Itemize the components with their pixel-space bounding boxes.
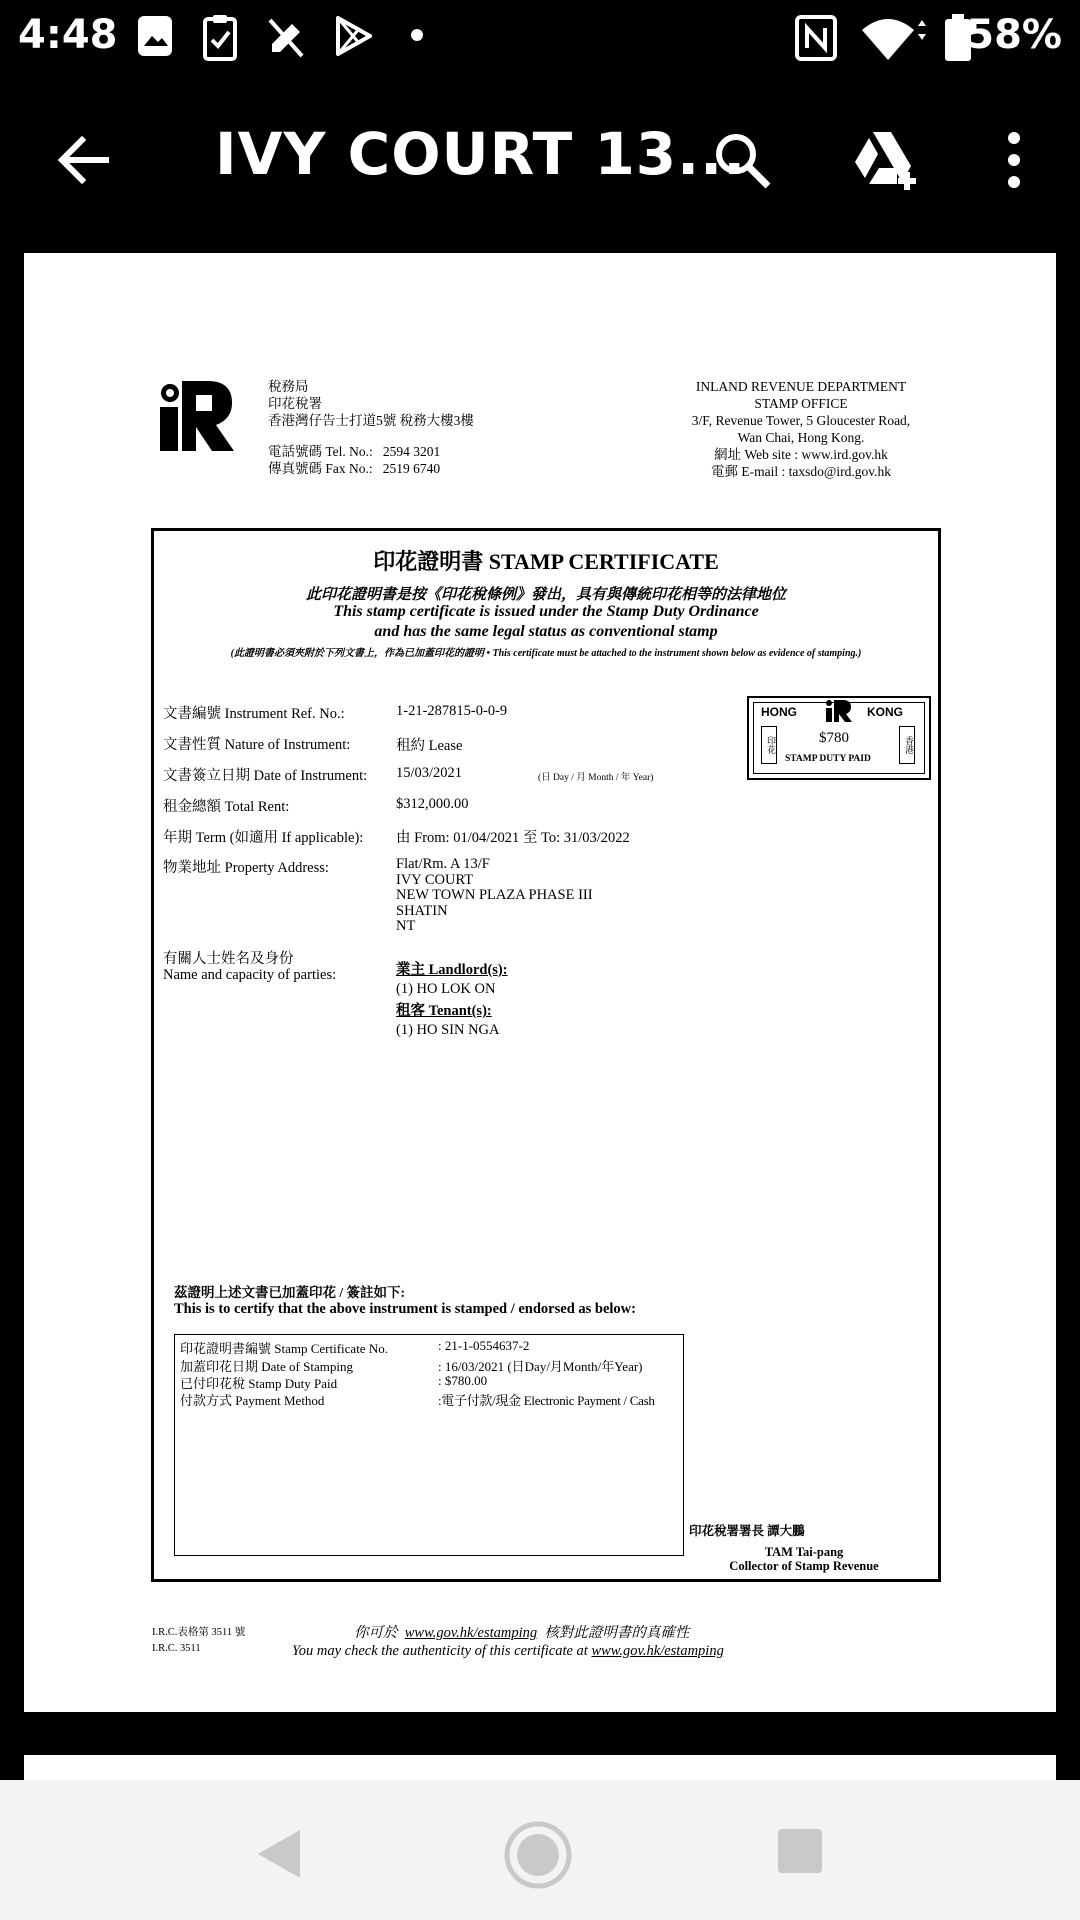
clipboard-check-icon <box>202 14 238 62</box>
certify-en: This is to certify that the above instrument is stamped / endorsed as below: <box>174 1301 636 1317</box>
stamp-row-value: :電子付款/現金 Electronic Payment / Cash <box>438 1393 655 1408</box>
nav-home-icon <box>503 1820 573 1890</box>
nfc-icon <box>794 14 838 62</box>
office-name-zh: 印花稅署 <box>268 396 322 411</box>
tel-number: 2594 3201 <box>382 444 441 459</box>
cert-subtitle-en-2: and has the same legal status as conventional stamp <box>374 623 718 640</box>
stamp-row-value: : 21-1-0554637-2 <box>438 1338 530 1353</box>
parties-label-zh: 有關人士姓名及身份 <box>163 951 294 967</box>
field-value: 租約 Lease <box>396 738 463 754</box>
play-store-icon <box>334 14 374 60</box>
property-address <box>396 857 593 935</box>
landlord-name: (1) HO LOK ON <box>396 981 496 997</box>
gallery-icon <box>136 14 174 60</box>
address-zh: 香港灣仔告士打道5號 稅務大樓3樓 <box>268 413 474 428</box>
field-label: 租金總額 Total Rent: <box>163 799 290 815</box>
cert-title: 印花證明書 STAMP CERTIFICATE <box>373 549 719 574</box>
address-line: SHATIN <box>396 902 448 919</box>
stamp-row-label: 已付印花稅 Stamp Duty Paid <box>180 1376 338 1391</box>
tenant-name: (1) HO SIN NGA <box>396 1022 500 1038</box>
stamp-row-label: 印花證明書編號 Stamp Certificate No. <box>180 1341 388 1356</box>
add-to-drive-button[interactable] <box>846 120 926 200</box>
date-format-hint: (日 Day / 月 Month / 年 Year) <box>538 773 654 783</box>
nav-back-icon <box>248 1824 308 1884</box>
app-bar <box>0 80 1080 230</box>
certify-zh: 茲證明上述文書已加蓋印花 / 簽註如下: <box>174 1285 405 1300</box>
stamp-row-label: 付款方式 Payment Method <box>180 1393 325 1408</box>
battery-percent: 58% <box>966 12 1062 58</box>
more-vert-icon <box>1004 130 1024 190</box>
verify-text-zh-2: 核對此證明書的真確性 <box>544 1625 690 1641</box>
cert-note: (此證明書必須夾附於下列文書上，作為已加蓋印花的證明 • This certificate must be attached to the instrument shown below as evidence of stamping.) <box>230 648 862 659</box>
header-right <box>686 378 916 480</box>
status-time: 4:48 <box>18 12 118 58</box>
seal-kong: KONG <box>867 705 903 719</box>
collector-name-en: TAM Tai-pang <box>764 1545 844 1559</box>
address-line: Flat/Rm. A 13/F <box>396 856 490 872</box>
drive-add-icon <box>851 128 921 192</box>
ird-logo-icon <box>156 379 236 455</box>
stamp-row-value: : 16/03/2021 (日Day/月Month/年Year) <box>438 1359 643 1374</box>
search-button[interactable] <box>702 120 782 200</box>
verify-line-zh <box>354 1621 689 1642</box>
field-label: 物業地址 Property Address: <box>163 860 329 876</box>
wifi-icon <box>860 14 926 62</box>
stamp-row-label: 加蓋印花日期 Date of Stamping <box>180 1359 353 1374</box>
field-label: 文書編號 Instrument Ref. No.: <box>163 706 345 722</box>
fax-label: 傳真號碼 Fax No.: <box>268 461 373 476</box>
seal-paid-text: STAMP DUTY PAID <box>785 754 871 764</box>
office-name-en: STAMP OFFICE <box>754 396 848 411</box>
field-label: 文書簽立日期 Date of Instrument: <box>163 768 368 784</box>
arrow-back-icon <box>56 132 112 188</box>
field-value: $312,000.00 <box>396 796 469 812</box>
parties-label-en: Name and capacity of parties: <box>163 967 337 983</box>
dot-icon <box>410 28 424 42</box>
fax-number: 2519 6740 <box>382 461 441 476</box>
document-page[interactable] <box>24 253 1056 1712</box>
status-bar <box>0 0 1080 80</box>
collector-name-zh: 印花稅署署長 譚大鵬 <box>689 1524 805 1538</box>
field-value: 由 From: 01/04/2021 至 To: 31/03/2022 <box>396 830 630 846</box>
field-label: 文書性質 Nature of Instrument: <box>163 737 351 753</box>
parties-label <box>163 951 336 983</box>
address-line: IVY COURT <box>396 871 474 888</box>
field-label: 年期 Term (如適用 If applicable): <box>163 830 364 846</box>
address-en-1: 3/F, Revenue Tower, 5 Gloucester Road, <box>691 413 911 428</box>
edit-off-icon <box>266 14 306 60</box>
verify-line-en <box>292 1643 724 1660</box>
collector-title: Collector of Stamp Revenue <box>729 1559 879 1573</box>
header-left <box>268 378 474 477</box>
verify-link[interactable]: www.gov.hk/estamping <box>404 1625 538 1641</box>
form-number-zh: I.R.C.表格第 3511 號 <box>152 1627 246 1638</box>
navigation-bar <box>0 1780 1080 1920</box>
tenant-label: 租客 Tenant(s): <box>396 1003 492 1019</box>
address-line: NEW TOWN PLAZA PHASE III <box>396 887 593 903</box>
verify-link-en[interactable]: www.gov.hk/estamping <box>591 1643 724 1659</box>
seal-left-zh: 印花 <box>761 726 777 764</box>
field-value: 15/03/2021 <box>396 765 463 781</box>
seal-amount: $780 <box>819 730 849 746</box>
seal-hong: HONG <box>761 705 797 719</box>
form-number-en: I.R.C. 3511 <box>152 1643 201 1654</box>
cert-subtitle-zh: 此印花證明書是按《印花稅條例》發出，具有與傳統印花相等的法律地位 <box>305 587 786 603</box>
seal-right-zh: 香港 <box>899 726 915 764</box>
nav-home-button[interactable] <box>503 1820 573 1890</box>
landlord-label: 業主 Landlord(s): <box>396 962 508 978</box>
tel-label: 電話號碼 Tel. No.: <box>268 444 373 459</box>
dept-name-zh: 稅務局 <box>268 379 309 394</box>
field-value: 1-21-287815-0-0-9 <box>396 703 508 719</box>
stamp-row-value: : $780.00 <box>438 1373 488 1388</box>
verify-text-en: You may check the authenticity of this certificate at <box>292 1643 588 1659</box>
address-line: NT <box>396 918 416 934</box>
more-options-button[interactable] <box>974 120 1054 200</box>
nav-back-button[interactable] <box>248 1824 308 1884</box>
document-title: IVY COURT 13... <box>215 120 747 188</box>
address-en-2: Wan Chai, Hong Kong. <box>737 430 865 445</box>
search-icon <box>712 130 772 190</box>
dept-name-en: INLAND REVENUE DEPARTMENT <box>695 379 907 394</box>
email: 電郵 E-mail : taxsdo@ird.gov.hk <box>711 464 891 479</box>
nav-recents-icon <box>775 1826 825 1876</box>
verify-text-zh-1: 你可於 <box>354 1625 398 1641</box>
back-button[interactable] <box>44 120 124 200</box>
stamp-duty-seal <box>747 696 931 780</box>
cert-subtitle-en-1: This stamp certificate is issued under the Stamp Duty Ordinance <box>333 603 759 620</box>
nav-recents-button[interactable] <box>775 1826 825 1876</box>
website: 網址 Web site : www.ird.gov.hk <box>714 447 888 462</box>
seal-ird-logo-icon <box>825 698 853 724</box>
